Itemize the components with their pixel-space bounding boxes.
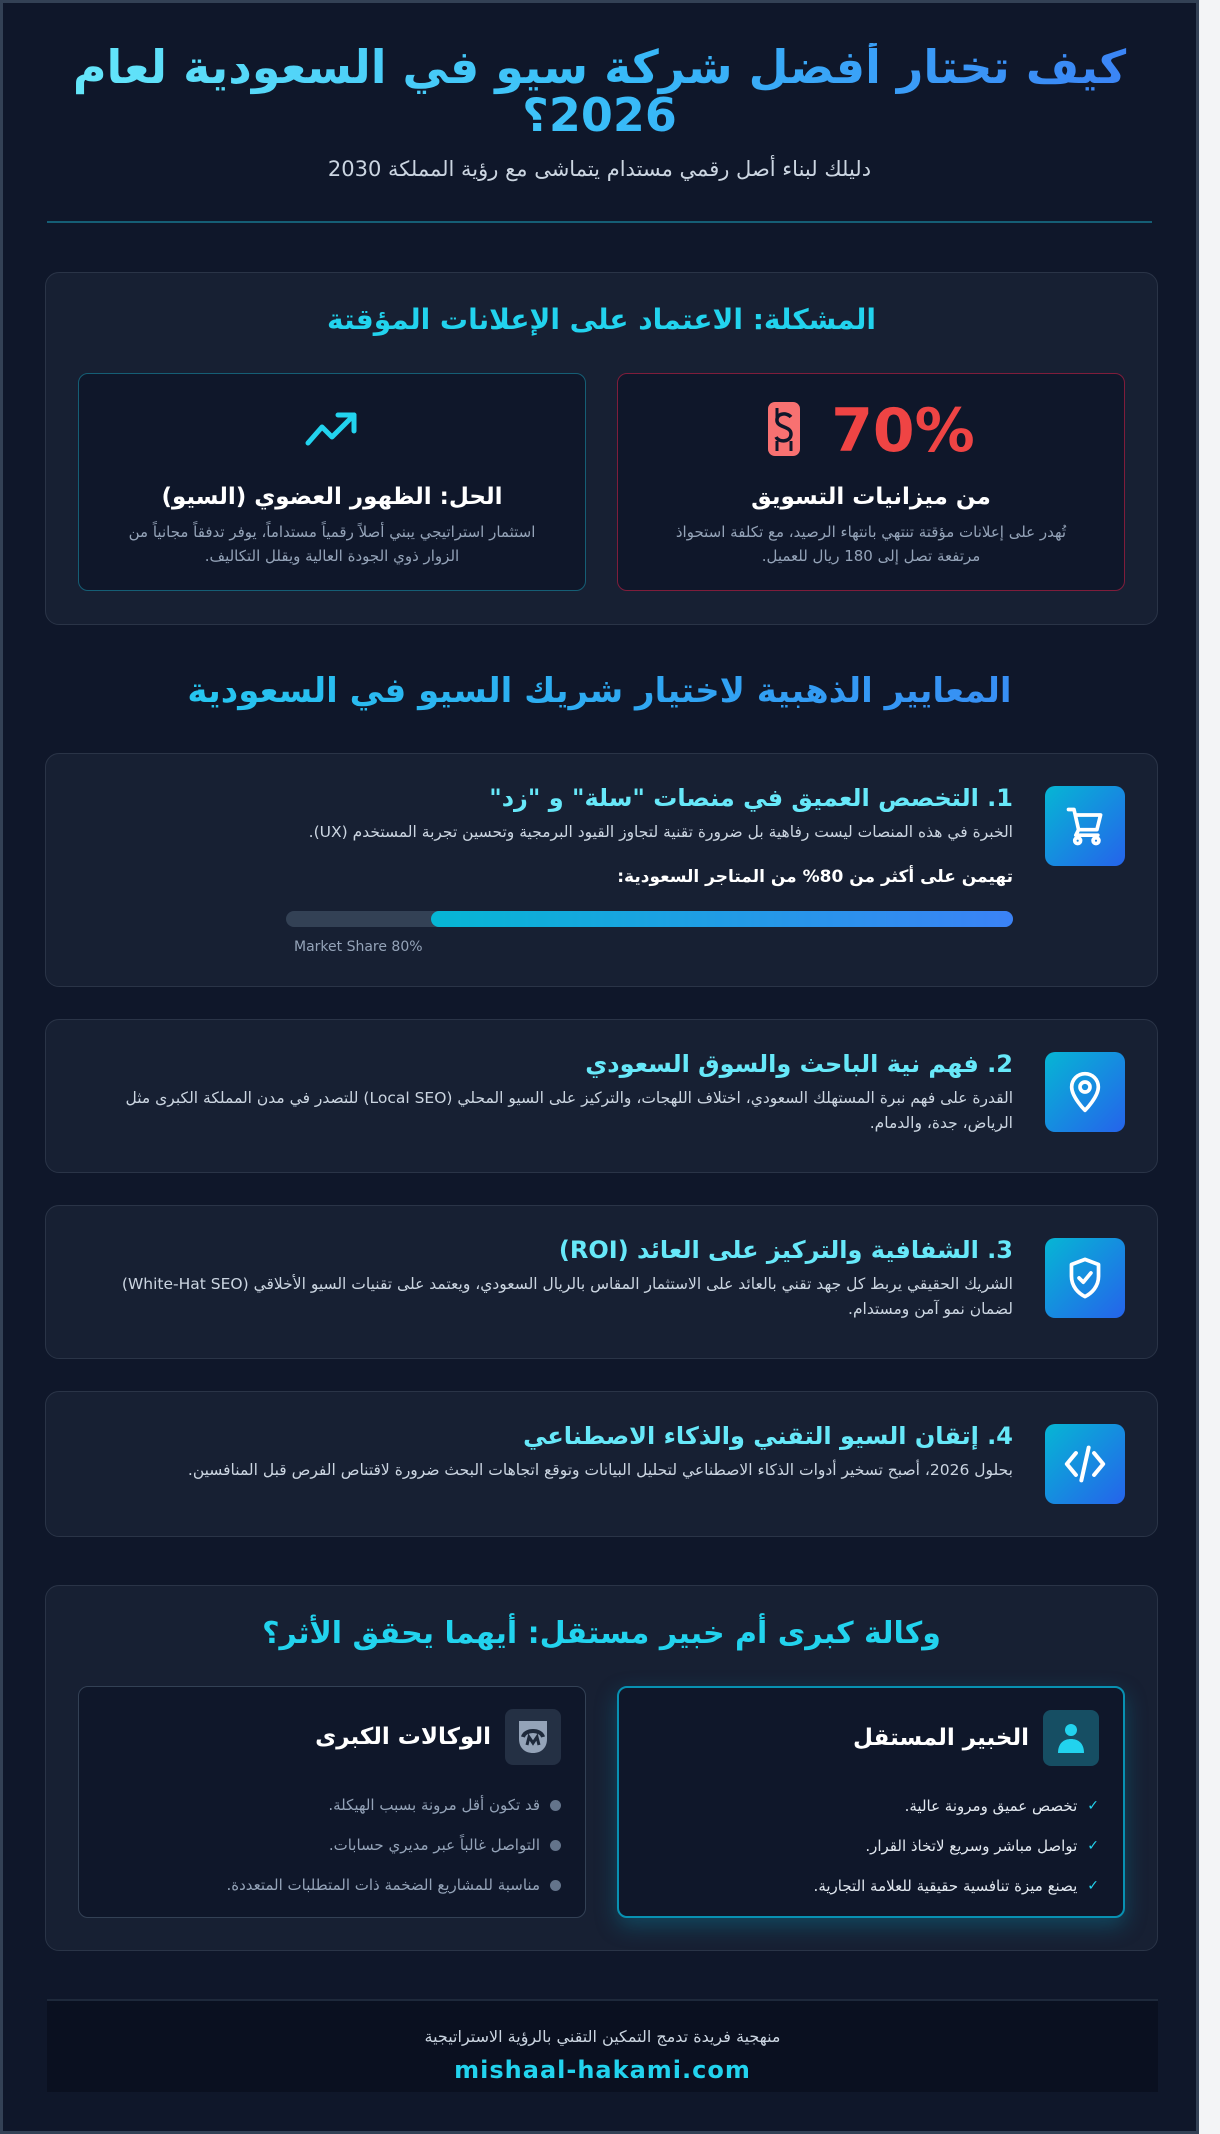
shield-check-icon xyxy=(1045,1238,1125,1318)
map-pin-icon xyxy=(1045,1052,1125,1132)
page-header xyxy=(47,40,1152,181)
criterion-text: الشريك الحقيقي يربط كل جهد تقني بالعائد على الاستثمار المقاس بالريال السعودي، ويعتمد على تقنيات السيو الأخلاقي (White-Hat SEO) لضمان نمو آمن ومستدام. xyxy=(121,1275,1013,1318)
stat-card xyxy=(617,373,1125,591)
header-divider xyxy=(47,221,1152,223)
agency-heading: الوكالات الكبرى xyxy=(315,1724,491,1750)
criterion-text: الخبرة في هذه المنصات ليست رفاهية بل ضرورة تقنية لتجاوز القيود البرمجية وتحسين تجربة المستخدم (UX). xyxy=(308,823,1013,841)
comparison-section xyxy=(45,1585,1158,1951)
expert-heading: الخبير المستقل xyxy=(852,1725,1029,1751)
expert-card xyxy=(617,1686,1125,1918)
user-icon xyxy=(1043,1710,1099,1766)
bullet-icon xyxy=(550,1840,561,1851)
problem-section xyxy=(45,272,1158,625)
stat-heading: من ميزانيات التسويق xyxy=(751,484,991,510)
solution-heading: الحل: الظهور العضوي (السيو) xyxy=(161,484,503,510)
criterion-highlight: تهيمن على أكثر من 80% من المتاجر السعودية: xyxy=(617,867,1013,887)
criterion-title: 1. التخصص العميق في منصات "سلة" و "زد" xyxy=(489,784,1013,812)
stat-text: تُهدر على إعلانات مؤقتة تنتهي بانتهاء الرصيد، مع تكلفة استحواذ مرتفعة تصل إلى 180 ريال للعميل. xyxy=(675,523,1067,565)
criterion-card xyxy=(45,1019,1158,1173)
list-item: التواصل غالباً عبر مديري حسابات. xyxy=(226,1825,561,1865)
building-icon xyxy=(505,1709,561,1765)
check-icon: ✓ xyxy=(1087,1878,1099,1894)
shopping-cart-icon xyxy=(1045,786,1125,866)
trending-up-icon xyxy=(304,409,360,453)
criterion-text: القدرة على فهم نبرة المستهلك السعودي، اختلاف اللهجات، والتركيز على السيو المحلي (Local SEO) للتصدر في مدن المملكة الكبرى مثل الرياض، جدة، والدمام. xyxy=(125,1089,1013,1132)
solution-text: استثمار استراتيجي يبني أصلاً رقمياً مستداماً، يوفر تدفقاً مجانياً من الزوار ذوي الجودة العالية ويقلل التكاليف. xyxy=(128,523,536,565)
website-link[interactable]: mishaal-hakami.com xyxy=(454,2056,751,2084)
list-item: مناسبة للمشاريع الضخمة ذات المتطلبات المتعددة. xyxy=(226,1865,561,1905)
footer-tagline: منهجية فريدة تدمج التمكين التقني بالرؤية الاستراتيجية xyxy=(424,2027,781,2046)
solution-card xyxy=(78,373,586,591)
criterion-card xyxy=(45,1391,1158,1537)
check-icon: ✓ xyxy=(1087,1838,1099,1854)
criterion-title: 4. إتقان السيو التقني والذكاء الاصطناعي xyxy=(523,1422,1013,1450)
market-share-fill xyxy=(431,911,1013,927)
list-item: ✓ يصنع ميزة تنافسية حقيقية للعلامة التجارية. xyxy=(813,1877,1099,1895)
market-share-bar xyxy=(286,911,1013,927)
agency-points xyxy=(226,1785,561,1905)
list-item: قد تكون أقل مرونة بسبب الهيكلة. xyxy=(226,1785,561,1825)
code-icon xyxy=(1045,1424,1125,1504)
list-item: ✓ تخصص عميق ومرونة عالية. xyxy=(904,1797,1099,1815)
page-footer xyxy=(47,1999,1158,2092)
criterion-title: 3. الشفافية والتركيز على العائد (ROI) xyxy=(558,1236,1013,1264)
page-subtitle: دليلك لبناء أصل رقمي مستدام يتماشى مع رؤية المملكة 2030 xyxy=(327,157,872,181)
comparison-title: وكالة كبرى أم خبير مستقل: أيهما يحقق الأثر؟ xyxy=(262,1616,941,1651)
criterion-title: 2. فهم نية الباحث والسوق السعودي xyxy=(585,1050,1013,1078)
list-item: ✓ تواصل مباشر وسريع لاتخاذ القرار. xyxy=(865,1837,1099,1855)
agency-card xyxy=(78,1686,586,1918)
page-title: كيف تختار أفضل شركة سيو في السعودية لعام 2026؟ xyxy=(47,43,1152,139)
criterion-card xyxy=(45,1205,1158,1359)
criterion-card xyxy=(45,753,1158,987)
stat-value: 70% xyxy=(831,396,975,466)
bullet-icon xyxy=(550,1880,561,1891)
bullet-icon xyxy=(550,1800,561,1811)
market-share-label: Market Share 80% xyxy=(294,939,423,955)
criteria-title: المعايير الذهبية لاختيار شريك السيو في السعودية xyxy=(3,671,1196,711)
criterion-text: بحلول 2026، أصبح تسخير أدوات الذكاء الاصطناعي لتحليل البيانات وتوقع اتجاهات البحث ضرورة لاقتناص الفرص قبل المنافسين. xyxy=(187,1461,1013,1479)
problem-title: المشكلة: الاعتماد على الإعلانات المؤقتة xyxy=(327,303,876,336)
expert-points xyxy=(814,1786,1099,1906)
money-bill-icon xyxy=(767,401,801,461)
check-icon: ✓ xyxy=(1087,1798,1099,1814)
